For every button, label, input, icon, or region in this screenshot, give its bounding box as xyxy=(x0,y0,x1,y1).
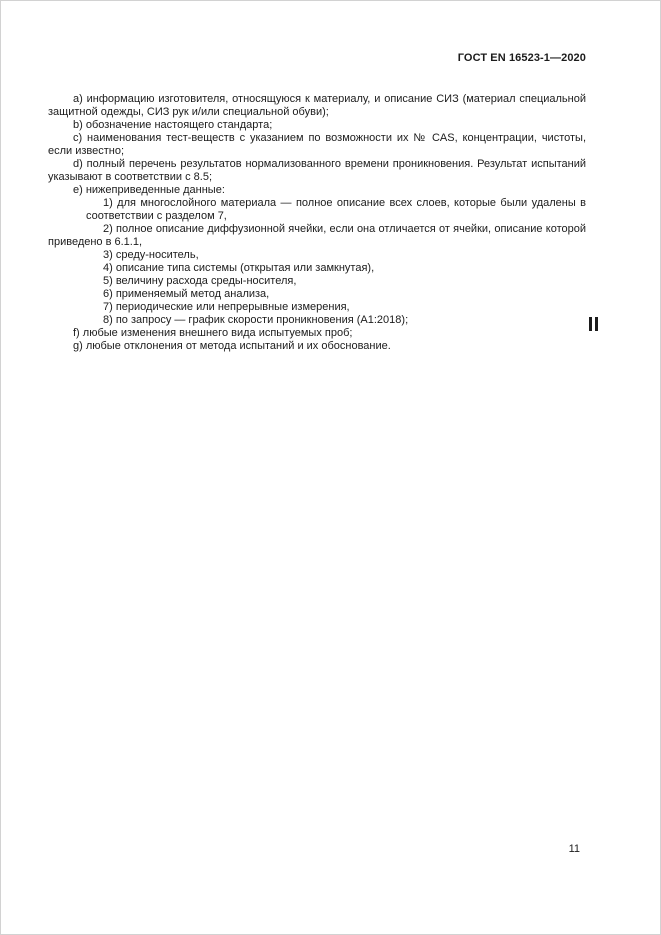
list-item-a: a) информацию изготовителя, относящуюся к материалу, и описание СИЗ (материал специальной защитной одежды, СИЗ рук и/или специальной обуви); xyxy=(48,93,586,118)
document-header: ГОСТ EN 16523-1—2020 xyxy=(457,52,586,64)
change-bar-icon xyxy=(589,317,592,331)
page-number: 11 xyxy=(568,843,580,855)
sublist-item-2: 2) полное описание диффузионной ячейки, если она отличается от ячейки, описание которой приведено в 6.1.1, xyxy=(48,223,586,248)
sublist-item-8: 8) по запросу — график скорости проникновения (A1:2018); xyxy=(103,314,409,326)
sublist-item-5: 5) величину расхода среды-носителя, xyxy=(103,275,297,287)
list-item-f: f) любые изменения внешнего вида испытуемых проб; xyxy=(73,327,353,339)
change-bar-icon xyxy=(595,317,598,331)
document-body xyxy=(48,93,586,353)
list-item-b: b) обозначение настоящего стандарта; xyxy=(73,119,273,131)
sublist-item-3: 3) среду-носитель, xyxy=(103,249,199,261)
list-item-c: c) наименования тест-веществ с указанием по возможности их № CAS, концентрации, чистоты, если известно; xyxy=(48,132,586,157)
list-item-e: e) нижеприведенные данные: xyxy=(73,184,225,196)
list-item-d: d) полный перечень результатов нормализованного времени проникновения. Результат испытаний указывают в соответствии с 8.5; xyxy=(48,158,586,183)
sublist-item-6: 6) применяемый метод анализа, xyxy=(103,288,270,300)
sublist-item-1: 1) для многослойного материала — полное описание всех слоев, которые были удалены в соответствии с разделом 7, xyxy=(86,197,586,222)
sublist-item-7: 7) периодические или непрерывные измерения, xyxy=(103,301,350,313)
list-item-g: g) любые отклонения от метода испытаний и их обоснование. xyxy=(73,340,391,352)
sublist-item-4: 4) описание типа системы (открытая или замкнутая), xyxy=(103,262,375,274)
change-marker xyxy=(589,317,598,331)
